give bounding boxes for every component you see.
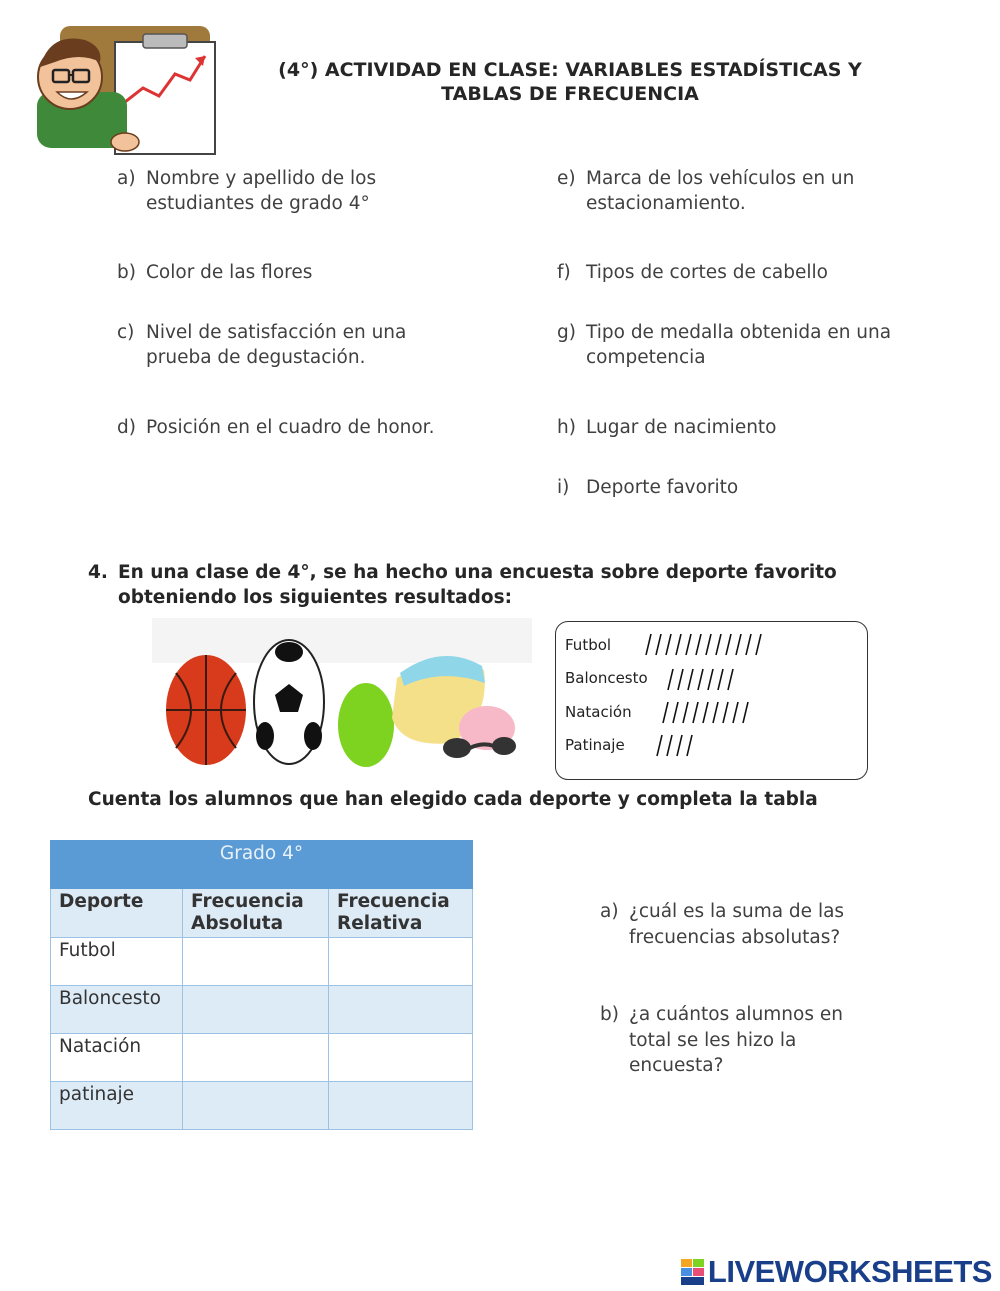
item-text: Posición en el cuadro de honor. — [146, 417, 435, 438]
item-text: Lugar de nacimiento — [586, 417, 777, 438]
tally-mark — [656, 634, 661, 655]
item-letter: b) — [600, 1004, 619, 1025]
item-letter: f) — [557, 262, 571, 283]
tally-mark — [686, 634, 691, 655]
title-line-2: TABLAS DE FRECUENCIA — [441, 83, 699, 105]
tally-mark — [677, 735, 682, 756]
tally-mark — [723, 702, 728, 723]
tally-mark — [673, 702, 678, 723]
input-rel-patinaje[interactable] — [329, 1082, 473, 1130]
tally-mark — [683, 702, 688, 723]
tally-mark — [746, 634, 751, 655]
item-letter: d) — [117, 417, 136, 438]
item-text: Nombre y apellido de los estudiantes de grado 4° — [146, 168, 377, 214]
variable-item-e — [557, 167, 887, 216]
tally-marks-natacion — [659, 699, 879, 727]
tally-mark — [678, 669, 683, 690]
item-text: ¿cuál es la suma de las frecuencias absolutas? — [629, 901, 845, 948]
item-letter: a) — [600, 901, 619, 922]
tally-mark — [756, 634, 761, 655]
item-text: Marca de los vehículos en un estacionamiento. — [586, 168, 855, 214]
input-rel-baloncesto[interactable] — [329, 986, 473, 1034]
tally-mark — [708, 669, 713, 690]
item-text: Nivel de satisfacción en una prueba de degustación. — [146, 322, 407, 368]
tally-mark — [703, 702, 708, 723]
page-title — [250, 58, 890, 106]
tally-mark — [687, 735, 692, 756]
tally-mark — [698, 669, 703, 690]
tally-mark — [663, 702, 668, 723]
tally-mark — [718, 669, 723, 690]
tally-mark — [696, 634, 701, 655]
question-text: En una clase de 4°, se ha hecho una encuesta sobre deporte favorito obteniendo los siguientes resultados: — [118, 562, 837, 608]
frequency-table — [50, 840, 473, 1130]
header-deporte: Deporte — [51, 889, 183, 938]
tally-mark — [657, 735, 662, 756]
tally-mark — [666, 634, 671, 655]
input-abs-futbol[interactable] — [183, 938, 329, 986]
item-text: Deporte favorito — [586, 477, 739, 498]
tally-mark — [646, 634, 651, 655]
side-question-b — [600, 1002, 890, 1079]
tally-mark — [676, 634, 681, 655]
variable-item-d — [117, 416, 477, 441]
variable-item-c — [117, 321, 437, 370]
item-text: ¿a cuántos alumnos en total se les hizo la encuesta? — [629, 1004, 843, 1076]
input-rel-natacion[interactable] — [329, 1034, 473, 1082]
item-letter: c) — [117, 322, 135, 343]
tally-mark — [688, 669, 693, 690]
tally-mark — [713, 702, 718, 723]
row-label-baloncesto: Baloncesto — [51, 986, 183, 1034]
item-letter: e) — [557, 168, 576, 189]
header-frecuencia-absoluta: Frecuencia Absoluta — [183, 889, 329, 938]
row-label-futbol: Futbol — [51, 938, 183, 986]
tally-mark — [726, 634, 731, 655]
tally-mark — [693, 702, 698, 723]
variable-item-i — [557, 476, 887, 501]
tally-mark — [736, 634, 741, 655]
variable-item-a — [117, 167, 427, 216]
logo-icon — [680, 1258, 706, 1286]
tally-label-baloncesto: Baloncesto — [565, 669, 648, 687]
tally-mark — [668, 669, 673, 690]
tally-mark — [743, 702, 748, 723]
teacher-clipboard-illustration — [25, 22, 225, 162]
tally-marks-baloncesto — [664, 666, 884, 694]
title-line-1: (4°) ACTIVIDAD EN CLASE: VARIABLES ESTADÍSTICAS Y — [278, 59, 862, 81]
item-text: Tipos de cortes de cabello — [586, 262, 828, 283]
row-label-natacion: Natación — [51, 1034, 183, 1082]
variable-item-g — [557, 321, 917, 370]
row-label-patinaje: patinaje — [51, 1082, 183, 1130]
tally-label-patinaje: Patinaje — [565, 736, 625, 754]
variable-item-f — [557, 261, 887, 286]
item-text: Color de las flores — [146, 262, 313, 283]
item-letter: i) — [557, 477, 570, 498]
input-abs-baloncesto[interactable] — [183, 986, 329, 1034]
table-caption: Grado 4° — [51, 841, 473, 889]
tally-results-box — [555, 621, 868, 780]
side-question-a — [600, 899, 890, 950]
input-rel-futbol[interactable] — [329, 938, 473, 986]
tally-mark — [667, 735, 672, 756]
tally-mark — [728, 669, 733, 690]
table-instruction: Cuenta los alumnos que han elegido cada deporte y completa la tabla — [88, 789, 818, 810]
variable-item-h — [557, 416, 887, 441]
item-letter: a) — [117, 168, 136, 189]
variable-item-b — [117, 261, 437, 286]
tally-marks-futbol — [642, 631, 862, 659]
tally-mark — [733, 702, 738, 723]
tally-label-natacion: Natación — [565, 703, 632, 721]
question-4 — [88, 561, 908, 610]
logo-text: LIVEWORKSHEETS — [707, 1254, 992, 1289]
tally-mark — [716, 634, 721, 655]
input-abs-natacion[interactable] — [183, 1034, 329, 1082]
input-abs-patinaje[interactable] — [183, 1082, 329, 1130]
tally-mark — [706, 634, 711, 655]
item-letter: b) — [117, 262, 136, 283]
tally-label-futbol: Futbol — [565, 636, 612, 654]
tally-marks-patinaje — [653, 732, 873, 760]
item-letter: g) — [557, 322, 576, 343]
liveworksheets-logo — [680, 1254, 992, 1290]
question-number: 4. — [88, 562, 108, 583]
item-letter: h) — [557, 417, 576, 438]
header-frecuencia-relativa: Frecuencia Relativa — [329, 889, 473, 938]
item-text: Tipo de medalla obtenida en una competencia — [586, 322, 892, 368]
sports-balls-illustration — [152, 618, 532, 776]
